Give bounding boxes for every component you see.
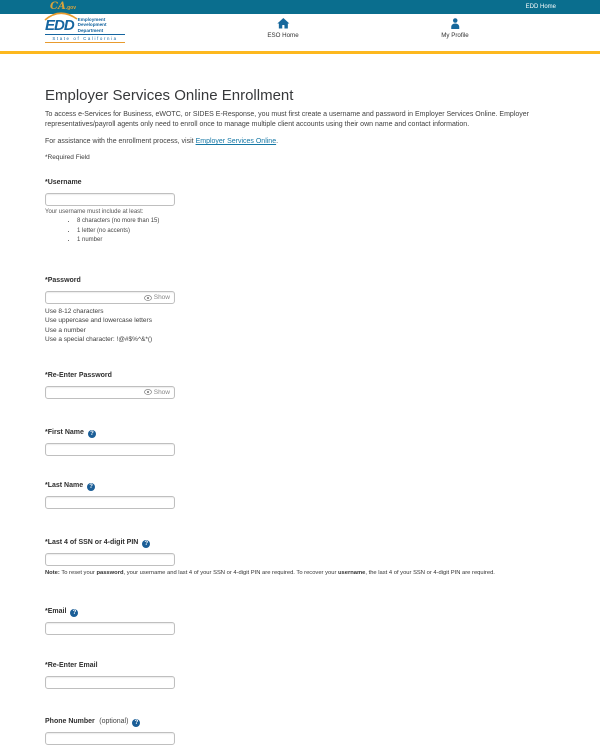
username-field-group	[45, 171, 555, 243]
ca-gov-topbar	[0, 0, 600, 14]
last-name-label: *Last Name	[45, 481, 84, 489]
ssn-pin-field-group	[45, 531, 555, 576]
site-header	[0, 14, 600, 51]
employer-services-online-link[interactable]: Employer Services Online	[195, 138, 277, 145]
email-label: *Email	[45, 607, 67, 615]
required-field-note: *Required Field	[45, 154, 90, 161]
phone-field-group	[45, 710, 555, 745]
username-hint-title: Your username must include at least:	[45, 209, 144, 215]
list-item: Use 8-12 characters	[45, 308, 104, 315]
list-item: Use a number	[45, 326, 86, 334]
ca-gov-logo-text: CA	[50, 0, 66, 12]
last-name-field-group	[45, 474, 555, 509]
home-icon	[277, 18, 289, 29]
phone-label: Phone Number	[45, 717, 95, 725]
first-name-help-icon[interactable]: ?	[88, 430, 96, 438]
password-input-wrap	[45, 291, 175, 304]
phone-input[interactable]	[45, 732, 175, 745]
last-name-input[interactable]	[45, 496, 175, 509]
username-input[interactable]	[45, 193, 175, 206]
tagline-line: Employment	[77, 17, 106, 22]
reenter-password-label: *Re-Enter Password	[45, 371, 112, 379]
page-title: Employer Services Online Enrollment	[45, 87, 294, 104]
nav-my-profile-label: My Profile	[441, 32, 469, 39]
ssn-pin-note: Note: To reset your password, your username and last 4 of your SSN or 4-digit PIN are required. To recover your username, the last 4 of your SSN or 4-digit PIN are required.	[45, 569, 495, 576]
show-reenter-password-label: Show	[153, 388, 170, 396]
edd-logo-text: EDD	[45, 17, 74, 35]
eye-icon	[144, 389, 152, 395]
first-name-label: *First Name	[45, 428, 84, 436]
list-item: • 1 letter (no accents)	[77, 228, 555, 234]
email-help-icon[interactable]: ?	[70, 609, 78, 617]
first-name-field-group	[45, 421, 555, 456]
person-icon	[450, 18, 460, 29]
ssn-pin-input[interactable]	[45, 553, 175, 566]
show-password-label: Show	[153, 294, 170, 301]
ssn-pin-label: *Last 4 of SSN or 4-digit PIN	[45, 538, 139, 546]
edd-logo-state: State of California	[45, 34, 125, 43]
assistance-text: For assistance with the enrollment process, visit	[45, 138, 196, 145]
username-label: *Username	[45, 179, 82, 186]
list-item: Use a special character: !@#$%^&*()	[45, 336, 153, 344]
password-field-group	[45, 269, 555, 345]
username-requirements-list	[45, 218, 555, 243]
show-reenter-password-button[interactable]	[144, 387, 170, 398]
reenter-email-field-group	[45, 654, 555, 689]
last-name-help-icon[interactable]: ?	[87, 483, 95, 491]
nav-eso-home[interactable]	[267, 18, 298, 39]
list-item: • 8 characters (no more than 15)	[77, 218, 555, 224]
intro-paragraph: To access e-Services for Business, eWOTC, or SIDES E-Response, you must first create a username and password in Employer Services Online. Employer representatives/payroll agents only need to enroll once to manage multiple client accounts using their own name and contact information.	[45, 111, 529, 128]
password-requirements-list	[45, 307, 555, 345]
edd-logo-tagline	[78, 17, 107, 33]
ca-gov-logo-suffix: .gov	[65, 4, 76, 11]
edd-logo-main	[45, 17, 125, 33]
show-password-button[interactable]	[144, 292, 170, 303]
assistance-period: .	[276, 138, 279, 145]
edd-home-link[interactable]: EDD Home	[525, 4, 556, 10]
reenter-email-label: *Re-Enter Email	[45, 661, 98, 669]
assistance-line	[45, 138, 555, 145]
reenter-password-field-group	[45, 364, 555, 399]
email-field-group	[45, 600, 555, 635]
edd-swoosh-icon	[43, 12, 79, 20]
nav-eso-home-label: ESO Home	[267, 32, 299, 39]
enrollment-form	[0, 54, 600, 745]
eye-icon	[144, 295, 152, 301]
first-name-input[interactable]	[45, 443, 175, 456]
edd-logo[interactable]	[45, 17, 125, 43]
list-item: • 1 number	[77, 237, 555, 243]
reenter-email-input[interactable]	[45, 676, 175, 689]
reenter-password-input-wrap	[45, 386, 175, 399]
password-label: *Password	[45, 277, 81, 284]
nav-my-profile[interactable]	[441, 18, 469, 39]
tagline-line: Department	[77, 27, 104, 33]
phone-help-icon[interactable]: ?	[132, 719, 140, 727]
tagline-line: Development	[77, 22, 107, 28]
ssn-pin-help-icon[interactable]: ?	[142, 540, 150, 548]
list-item: Use uppercase and lowercase letters	[45, 317, 152, 325]
email-input[interactable]	[45, 622, 175, 635]
phone-optional-label: (optional)	[99, 717, 129, 725]
